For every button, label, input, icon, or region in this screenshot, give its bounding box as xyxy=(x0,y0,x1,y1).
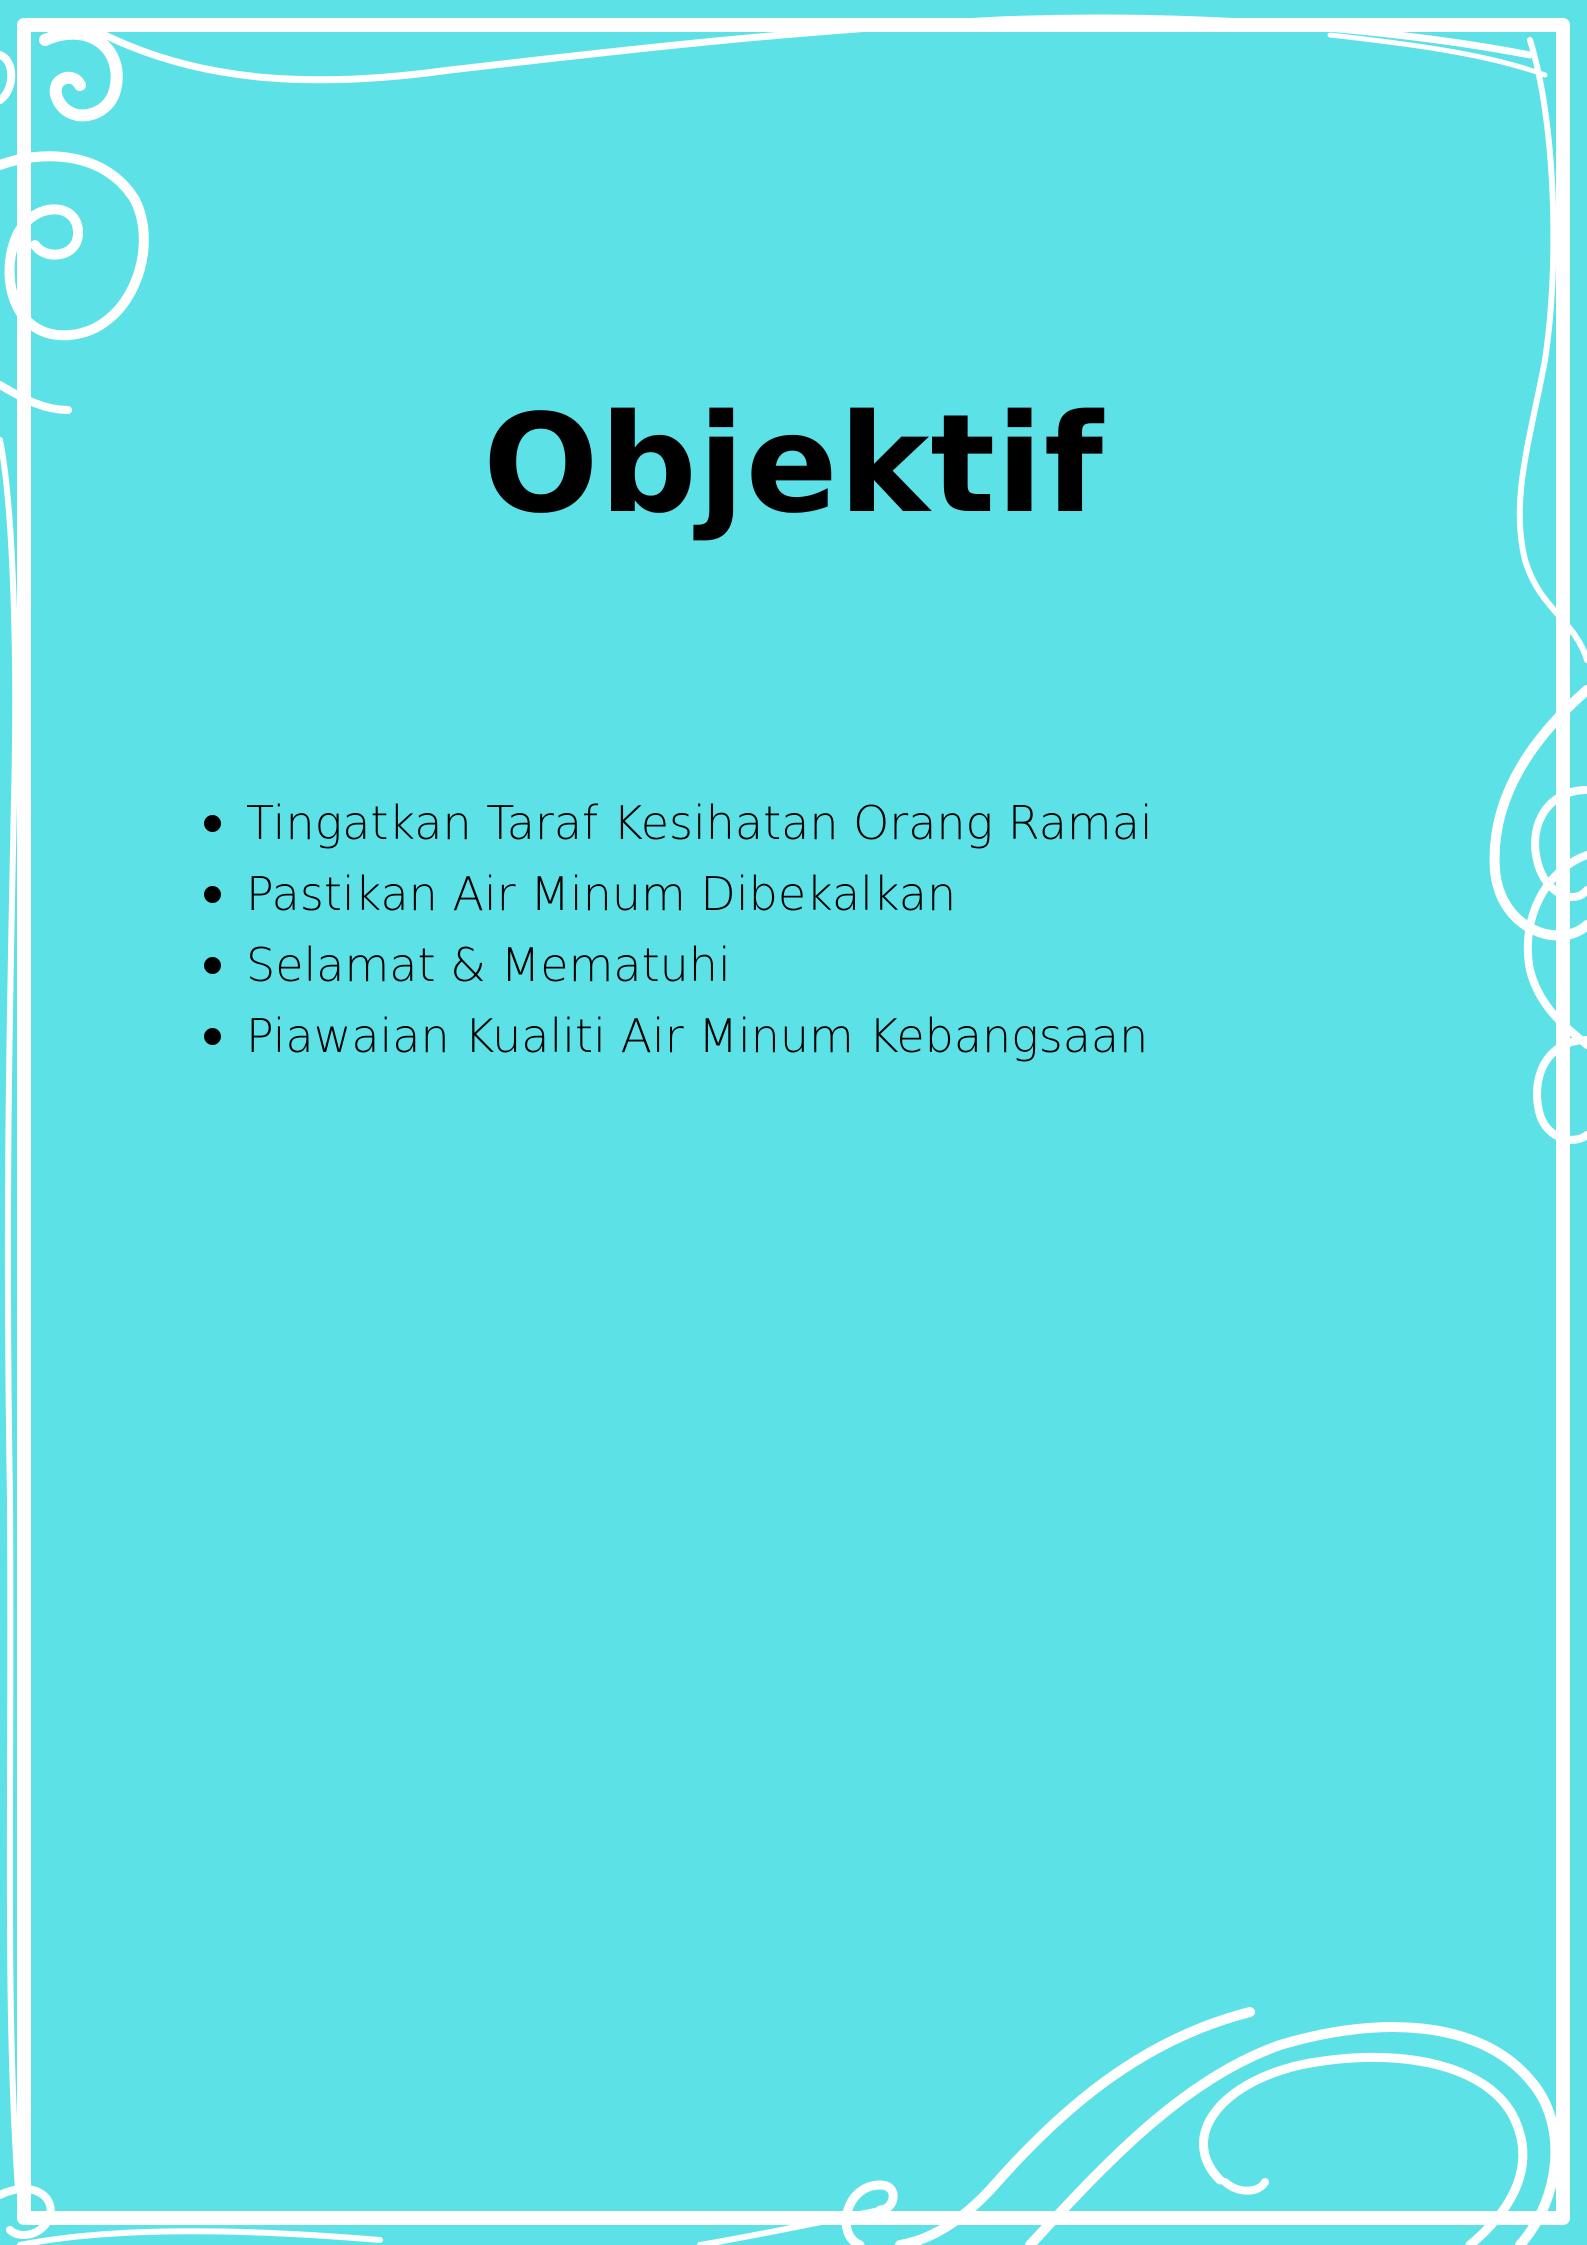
list-item xyxy=(200,859,1400,930)
top-left-swirl-3 xyxy=(0,55,11,100)
list-item xyxy=(200,930,1400,1001)
bullet-icon xyxy=(204,815,221,832)
bullet-icon xyxy=(204,886,221,903)
right-swirl-line xyxy=(1520,40,1587,660)
bottom-right-swirl-4 xyxy=(1225,2182,1265,2191)
list-item-text: Pastikan Air Minum Dibekalkan xyxy=(246,867,957,921)
list-item-text: Tingatkan Taraf Kesihatan Orang Ramai xyxy=(246,796,1153,850)
left-swirl-line xyxy=(0,440,18,2190)
bullet-icon xyxy=(204,1028,221,1045)
bullet-icon xyxy=(204,957,221,974)
objectives-list xyxy=(200,788,1400,1072)
list-item-text: Piawaian Kualiti Air Minum Kebangsaan xyxy=(246,1009,1149,1063)
list-item xyxy=(200,788,1400,859)
list-item xyxy=(200,1001,1400,1072)
bottom-swirl-line xyxy=(20,2231,380,2245)
list-item-text: Selamat & Mematuhi xyxy=(246,938,731,992)
bottom-right-swirl-1 xyxy=(900,2012,1250,2245)
page-title: Objektif xyxy=(482,386,1105,544)
top-left-swirl-1 xyxy=(45,34,117,116)
frame-border xyxy=(24,25,1563,2218)
